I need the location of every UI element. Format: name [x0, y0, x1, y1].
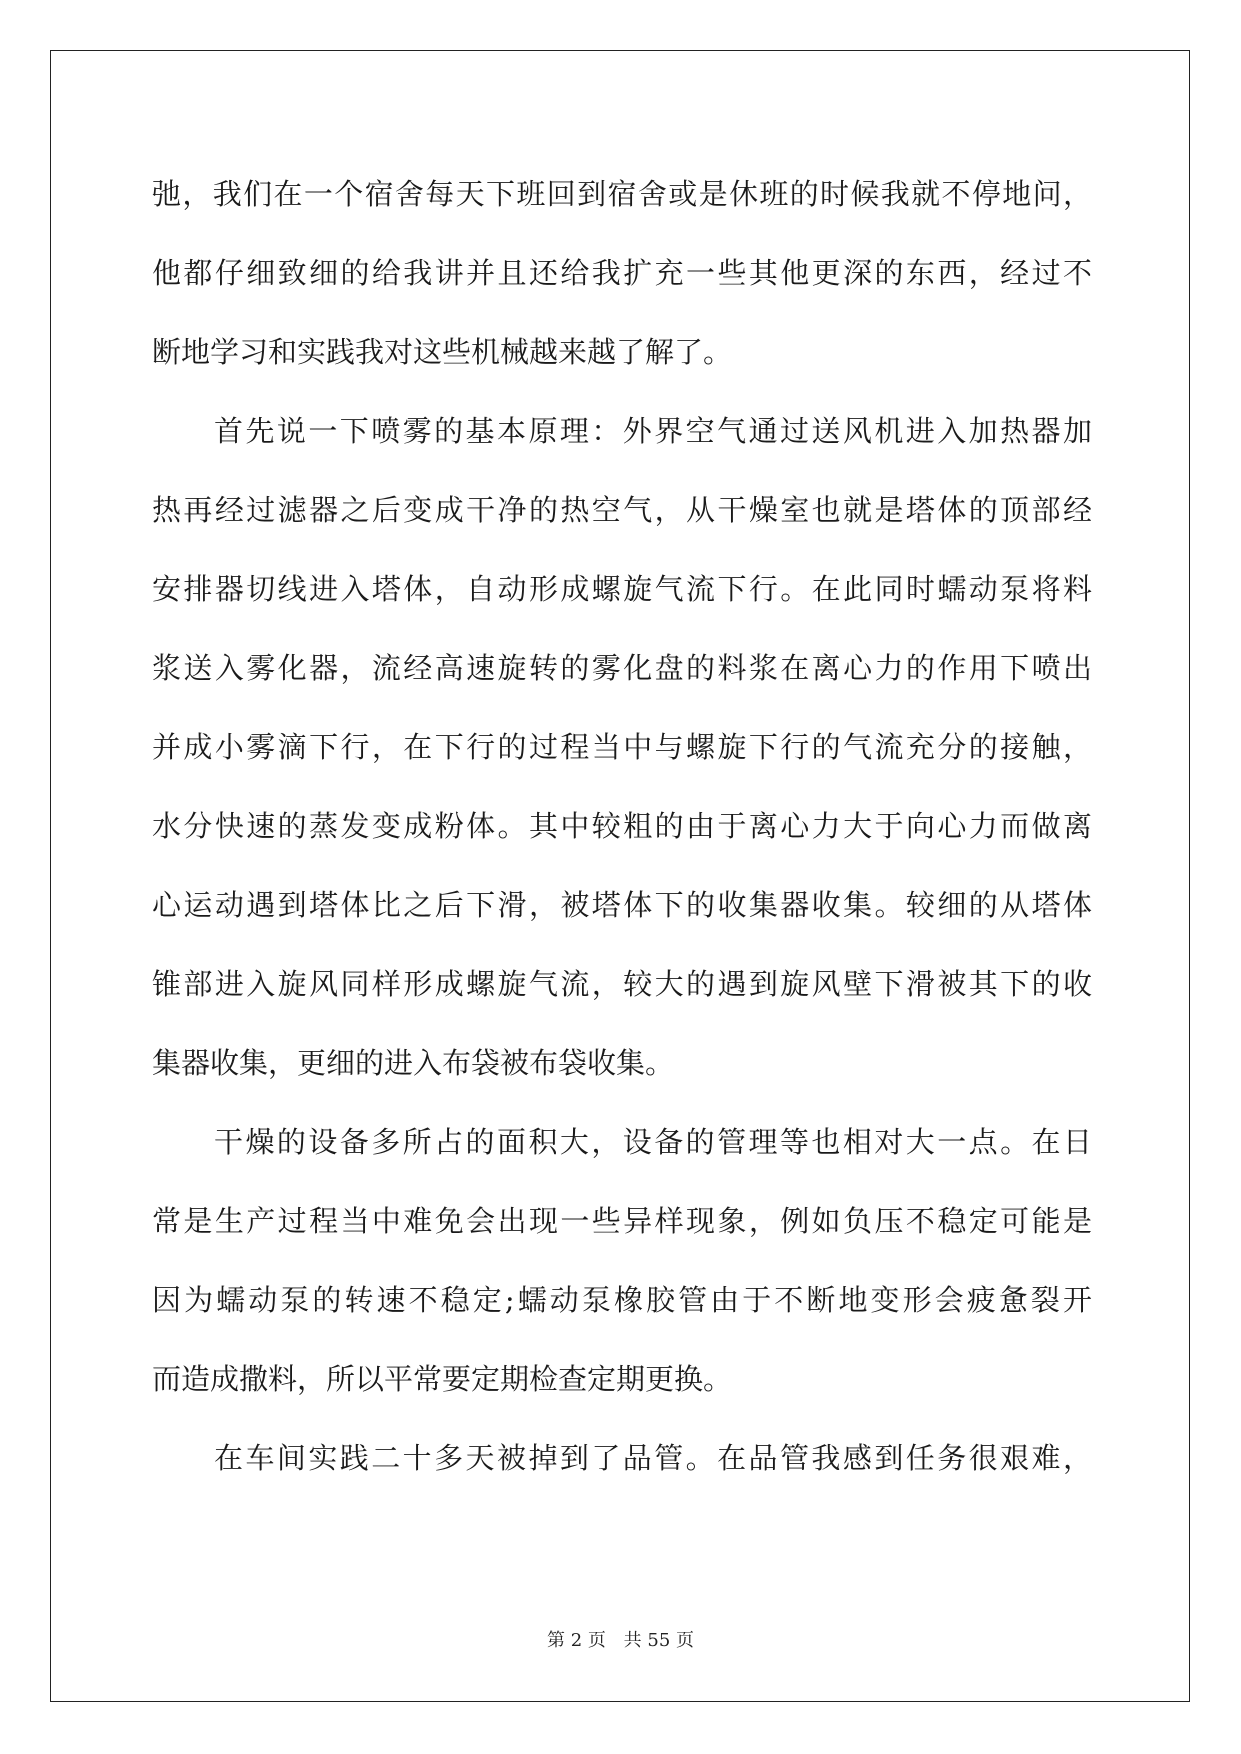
text-line: 干燥的设备多所占的面积大，设备的管理等也相对大一点。在日	[214, 1125, 1092, 1159]
paragraph	[152, 392, 1092, 1103]
text-line: 热再经过滤器之后变成干净的热空气，从干燥室也就是塔体的顶部经	[152, 493, 1092, 527]
text-line: 他都仔细致细的给我讲并且还给我扩充一些其他更深的东西，经过不	[152, 256, 1092, 290]
paragraph	[152, 155, 1092, 392]
page-number: 第 2 页	[547, 1630, 606, 1651]
text-line: 心运动遇到塔体比之后下滑，被塔体下的收集器收集。较细的从塔体	[152, 888, 1092, 922]
text-line: 水分快速的蒸发变成粉体。其中较粗的由于离心力大于向心力而做离	[152, 809, 1092, 843]
text-line: 因为蠕动泵的转速不稳定;蠕动泵橡胶管由于不断地变形会疲惫裂开	[152, 1283, 1092, 1317]
text-line: 锥部进入旋风同样形成螺旋气流，较大的遇到旋风壁下滑被其下的收	[152, 967, 1092, 1001]
paragraph	[152, 1103, 1092, 1419]
text-line: 集器收集，更细的进入布袋被布袋收集。	[152, 1046, 675, 1080]
document-body	[152, 155, 1092, 1498]
text-line: 首先说一下喷雾的基本原理：外界空气通过送风机进入加热器加	[214, 414, 1092, 448]
text-line: 常是生产过程当中难免会出现一些异样现象，例如负压不稳定可能是	[152, 1204, 1092, 1238]
text-line: 浆送入雾化器，流经高速旋转的雾化盘的料浆在离心力的作用下喷出	[152, 651, 1092, 685]
text-line: 安排器切线进入塔体，自动形成螺旋气流下行。在此同时蠕动泵将料	[152, 572, 1092, 606]
text-line: 而造成撒料，所以平常要定期检查定期更换。	[152, 1362, 733, 1396]
total-pages: 共 55 页	[623, 1630, 694, 1651]
text-line: 并成小雾滴下行，在下行的过程当中与螺旋下行的气流充分的接触，	[152, 730, 1092, 764]
paragraph	[152, 1419, 1092, 1498]
text-line: 弛，我们在一个宿舍每天下班回到宿舍或是休班的时候我就不停地问，	[152, 177, 1092, 211]
text-line: 在车间实践二十多天被掉到了品管。在品管我感到任务很艰难，	[214, 1441, 1092, 1475]
page-footer	[0, 1626, 1241, 1652]
text-line: 断地学习和实践我对这些机械越来越了解了。	[152, 335, 733, 369]
